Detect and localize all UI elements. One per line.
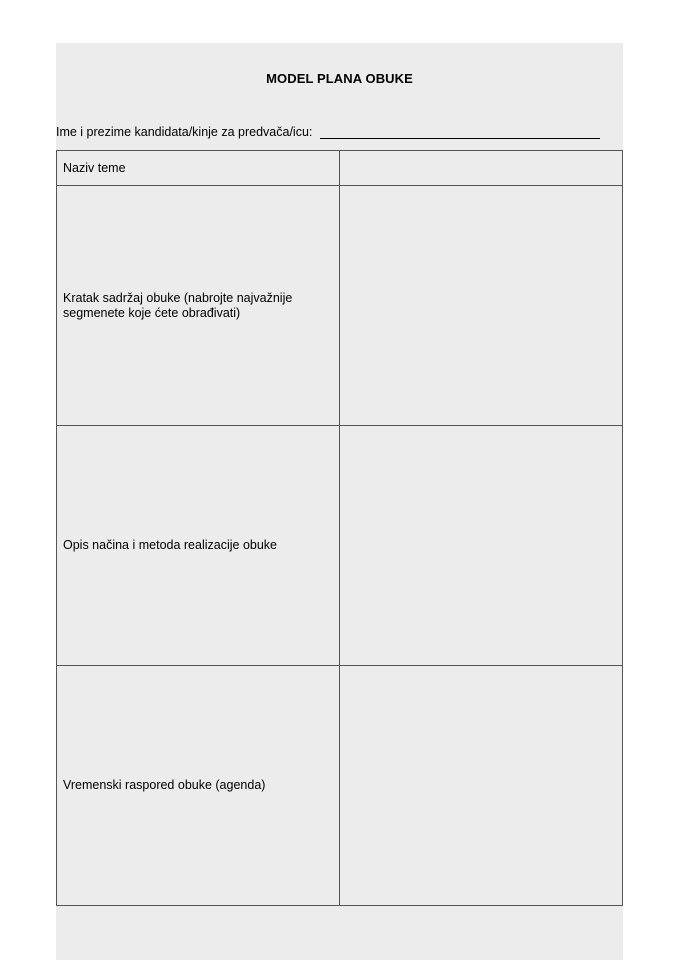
schedule-agenda-label: Vremenski raspored obuke (agenda)	[57, 666, 340, 906]
topic-name-field[interactable]	[340, 151, 623, 186]
content-summary-label: Kratak sadržaj obuke (nabrojte najvažnije segmenete koje ćete obrađivati)	[57, 186, 340, 426]
document-title: MODEL PLANA OBUKE	[266, 71, 413, 86]
table-row	[57, 666, 623, 906]
topic-name-label: Naziv teme	[57, 151, 340, 186]
training-plan-table	[56, 150, 623, 906]
candidate-name-row	[56, 125, 600, 139]
table-row	[57, 151, 623, 186]
content-summary-field[interactable]	[340, 186, 623, 426]
schedule-agenda-field[interactable]	[340, 666, 623, 906]
document-page	[56, 43, 623, 960]
methods-description-field[interactable]	[340, 426, 623, 666]
candidate-name-field[interactable]	[320, 126, 600, 139]
table-row	[57, 186, 623, 426]
table-row	[57, 426, 623, 666]
methods-description-label: Opis načina i metoda realizacije obuke	[57, 426, 340, 666]
candidate-name-label: Ime i prezime kandidata/kinje za predvača/icu:	[56, 125, 313, 139]
